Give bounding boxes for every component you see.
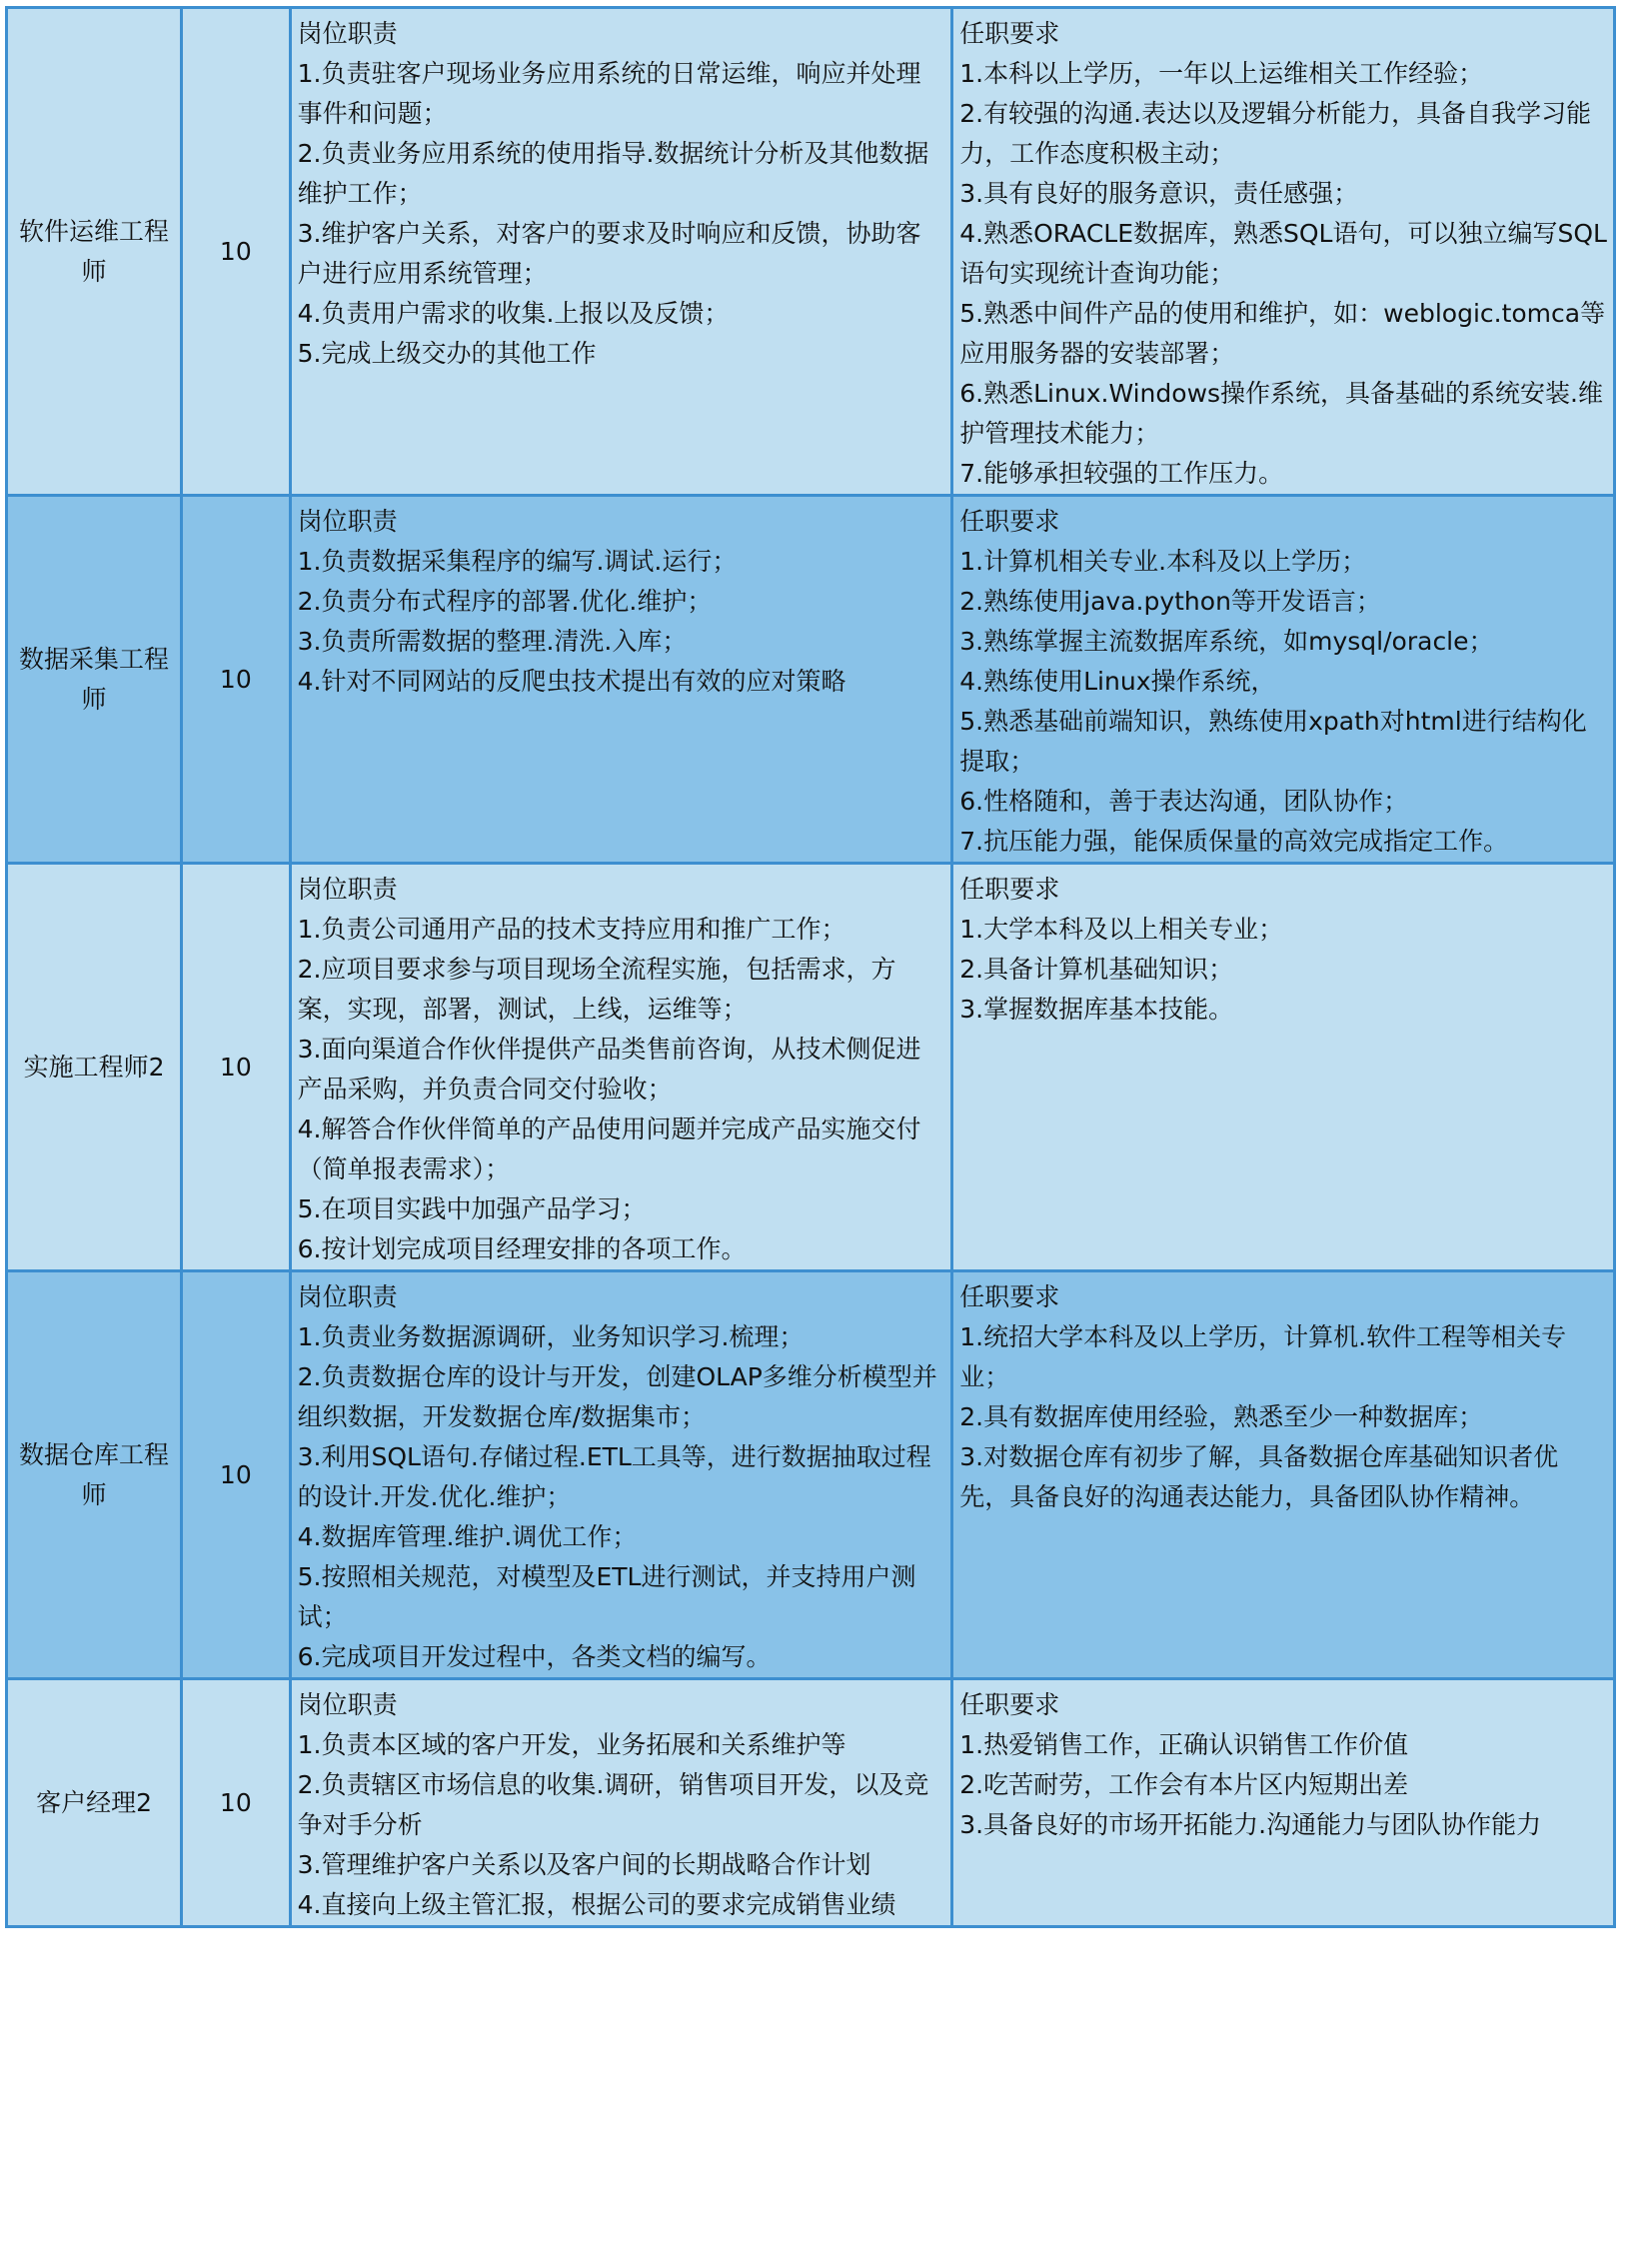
job-title: 实施工程师2	[7, 864, 182, 1271]
requirement-item: 7.抗压能力强，能保质保量的高效完成指定工作。	[959, 827, 1509, 856]
requirement-item: 2.具有数据库使用经验，熟悉至少一种数据库；	[959, 1402, 1484, 1431]
duty-item: 3.负责所需数据的整理.清洗.入库；	[297, 627, 688, 656]
duties-cell	[290, 864, 952, 1271]
requirements-cell	[952, 1679, 1615, 1927]
requirements-heading: 任职要求	[959, 1690, 1060, 1719]
duty-item: 1.负责驻客户现场业务应用系统的日常运维，响应并处理事件和问题；	[297, 59, 921, 128]
requirement-item: 1.统招大学本科及以上学历，计算机.软件工程等相关专业；	[959, 1322, 1567, 1391]
duty-item: 4.数据库管理.维护.调优工作；	[297, 1522, 638, 1551]
job-title: 客户经理2	[7, 1679, 182, 1927]
requirement-item: 3.对数据仓库有初步了解，具备数据仓库基础知识者优先，具备良好的沟通表达能力，具备团队协作精神。	[959, 1442, 1559, 1511]
duty-item: 4.直接向上级主管汇报，根据公司的要求完成销售业绩	[297, 1890, 896, 1919]
duty-item: 3.利用SQL语句.存储过程.ETL工具等，进行数据抽取过程的设计.开发.优化.维护；	[297, 1442, 931, 1511]
job-row	[7, 8, 1615, 496]
duty-item: 6.按计划完成项目经理安排的各项工作。	[297, 1234, 747, 1263]
duty-item: 2.负责数据仓库的设计与开发，创建OLAP多维分析模型并组织数据，开发数据仓库/数据集市；	[297, 1362, 937, 1431]
headcount: 10	[182, 1271, 291, 1679]
requirement-item: 2.有较强的沟通.表达以及逻辑分析能力，具备自我学习能力，工作态度积极主动；	[959, 99, 1592, 168]
requirements-cell	[952, 8, 1615, 496]
requirements-cell	[952, 496, 1615, 864]
requirement-item: 4.熟悉ORACLE数据库，熟悉SQL语句，可以独立编写SQL语句实现统计查询功能；	[959, 219, 1607, 288]
requirement-item: 4.熟练使用Linux操作系统，	[959, 667, 1276, 696]
job-listing-table	[5, 6, 1616, 1928]
duties-cell	[290, 1271, 952, 1679]
requirements-heading: 任职要求	[959, 19, 1060, 48]
requirement-item: 2.吃苦耐劳，工作会有本片区内短期出差	[959, 1770, 1409, 1799]
duty-item: 3.面向渠道合作伙伴提供产品类售前咨询，从技术侧促进产品采购，并负责合同交付验收；	[297, 1035, 921, 1104]
duties-cell	[290, 496, 952, 864]
duty-item: 2.负责业务应用系统的使用指导.数据统计分析及其他数据维护工作；	[297, 139, 929, 208]
requirement-item: 6.性格随和，善于表达沟通，团队协作；	[959, 787, 1409, 816]
duties-cell	[290, 8, 952, 496]
duty-item: 2.应项目要求参与项目现场全流程实施，包括需求，方案，实现，部署，测试，上线，运维等；	[297, 955, 896, 1024]
requirement-item: 7.能够承担较强的工作压力。	[959, 459, 1284, 488]
duty-item: 5.在项目实践中加强产品学习；	[297, 1194, 647, 1223]
job-row	[7, 496, 1615, 864]
requirements-cell	[952, 864, 1615, 1271]
duty-item: 2.负责辖区市场信息的收集.调研，销售项目开发，以及竞争对手分析	[297, 1770, 929, 1839]
requirement-item: 5.熟悉基础前端知识，熟练使用xpath对html进行结构化提取；	[959, 707, 1587, 776]
duty-item: 1.负责业务数据源调研，业务知识学习.梳理；	[297, 1322, 805, 1351]
headcount: 10	[182, 1679, 291, 1927]
duty-item: 1.负责公司通用产品的技术支持应用和推广工作；	[297, 915, 846, 944]
requirement-item: 2.熟练使用java.python等开发语言；	[959, 587, 1381, 616]
job-row	[7, 1679, 1615, 1927]
duties-heading: 岗位职责	[297, 507, 398, 536]
requirement-item: 1.热爱销售工作，正确认识销售工作价值	[959, 1730, 1409, 1759]
job-title: 数据仓库工程师	[7, 1271, 182, 1679]
job-title: 数据采集工程师	[7, 496, 182, 864]
job-title: 软件运维工程师	[7, 8, 182, 496]
duty-item: 4.负责用户需求的收集.上报以及反馈；	[297, 299, 730, 328]
headcount: 10	[182, 864, 291, 1271]
headcount: 10	[182, 496, 291, 864]
requirement-item: 5.熟悉中间件产品的使用和维护，如：weblogic.tomca等应用服务器的安装部署；	[959, 299, 1606, 368]
duty-item: 4.针对不同网站的反爬虫技术提出有效的应对策略	[297, 667, 846, 696]
duty-item: 1.负责数据采集程序的编写.调试.运行；	[297, 547, 738, 576]
requirement-item: 3.熟练掌握主流数据库系统，如mysql/oracle；	[959, 627, 1494, 656]
requirements-cell	[952, 1271, 1615, 1679]
duty-item: 2.负责分布式程序的部署.优化.维护；	[297, 587, 713, 616]
requirement-item: 3.具有良好的服务意识，责任感强；	[959, 179, 1359, 208]
duties-heading: 岗位职责	[297, 875, 398, 904]
job-row	[7, 1271, 1615, 1679]
requirement-item: 1.计算机相关专业.本科及以上学历；	[959, 547, 1367, 576]
requirement-item: 1.大学本科及以上相关专业；	[959, 915, 1284, 944]
requirement-item: 3.掌握数据库基本技能。	[959, 995, 1234, 1024]
duties-heading: 岗位职责	[297, 1690, 398, 1719]
duty-item: 3.管理维护客户关系以及客户间的长期战略合作计划	[297, 1850, 871, 1879]
duty-item: 5.按照相关规范，对模型及ETL进行测试，并支持用户测试；	[297, 1562, 916, 1631]
requirement-item: 3.具备良好的市场开拓能力.沟通能力与团队协作能力	[959, 1810, 1542, 1839]
requirements-heading: 任职要求	[959, 1282, 1060, 1311]
requirement-item: 2.具备计算机基础知识；	[959, 955, 1234, 984]
headcount: 10	[182, 8, 291, 496]
duty-item: 5.完成上级交办的其他工作	[297, 339, 597, 368]
duty-item: 4.解答合作伙伴简单的产品使用问题并完成产品实施交付（简单报表需求）；	[297, 1115, 921, 1183]
requirement-item: 1.本科以上学历，一年以上运维相关工作经验；	[959, 59, 1484, 88]
job-row	[7, 864, 1615, 1271]
duties-heading: 岗位职责	[297, 1282, 398, 1311]
duty-item: 6.完成项目开发过程中，各类文档的编写。	[297, 1642, 772, 1671]
requirement-item: 6.熟悉Linux.Windows操作系统，具备基础的系统安装.维护管理技术能力；	[959, 379, 1603, 448]
duty-item: 3.维护客户关系，对客户的要求及时响应和反馈，协助客户进行应用系统管理；	[297, 219, 921, 288]
requirements-heading: 任职要求	[959, 875, 1060, 904]
duties-heading: 岗位职责	[297, 19, 398, 48]
duty-item: 1.负责本区域的客户开发，业务拓展和关系维护等	[297, 1730, 846, 1759]
requirements-heading: 任职要求	[959, 507, 1060, 536]
duties-cell	[290, 1679, 952, 1927]
